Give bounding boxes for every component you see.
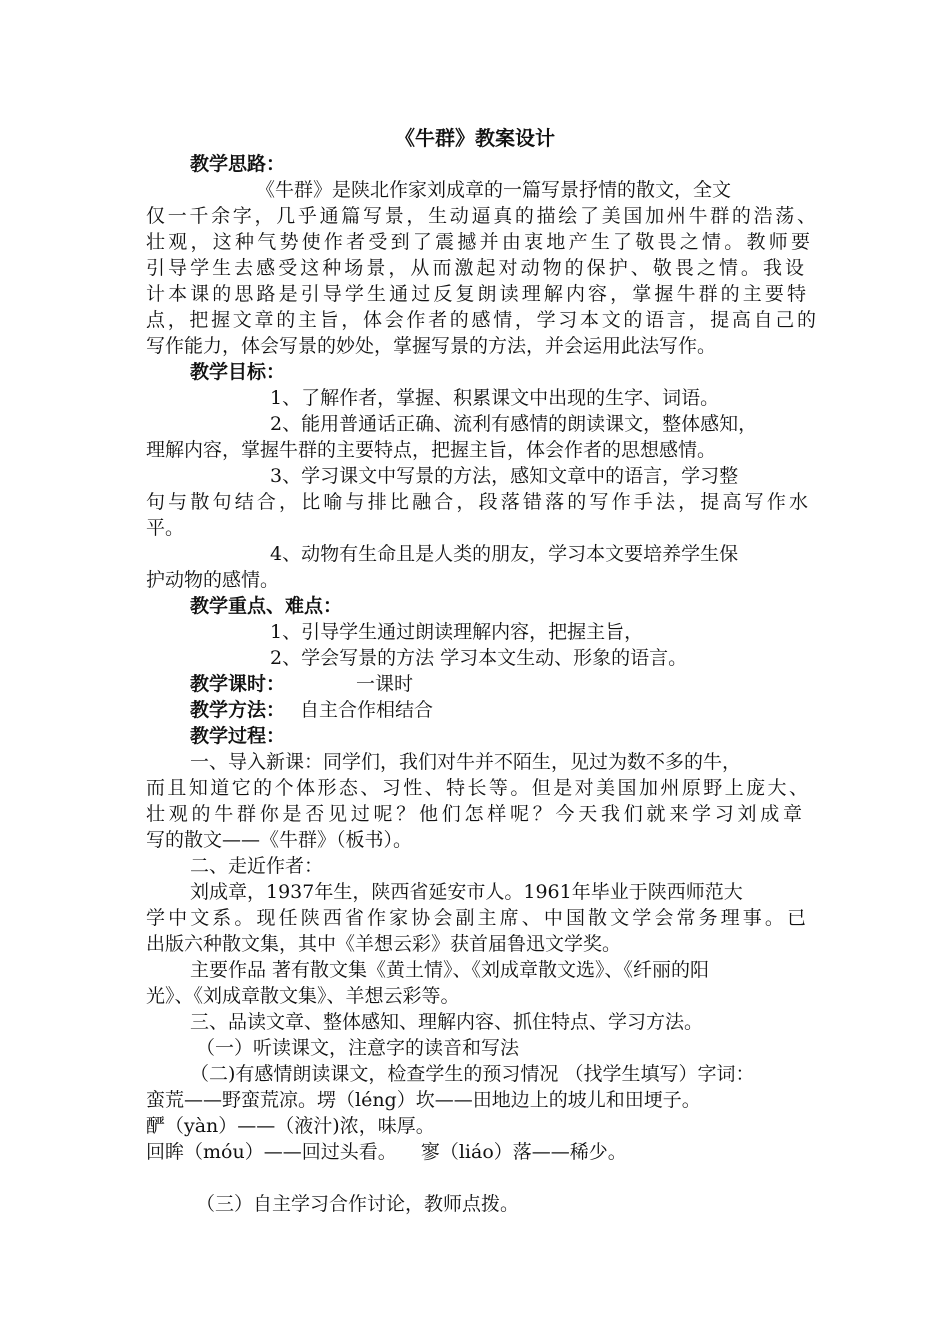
- hours-value: 一课时: [356, 673, 414, 695]
- process-line: 刘成章，1937年生，陕西省延安市人。1961年毕业于陕西师范大: [190, 881, 743, 903]
- objective-line: 句与散句结合，比喻与排比融合，段落错落的写作手法，提高写作水: [146, 491, 808, 513]
- thinking-line: 引导学生去感受这种场景，从而激起对动物的保护、敬畏之情。我设: [146, 257, 804, 279]
- key-point-line: 1、引导学生通过朗读理解内容，把握主旨，: [270, 621, 644, 643]
- objective-line: 理解内容，掌握牛群的主要特点，把握主旨，体会作者的思想感情。: [146, 439, 717, 461]
- vocab-line: 蛮荒——野蛮荒凉。塄（léng）坎——田地边上的坡儿和田埂子。: [146, 1089, 701, 1111]
- process-line: 写的散文——《牛群》（板书）。: [146, 829, 413, 851]
- thinking-line: 壮观，这种气势使作者受到了震撼并由衷地产生了敬畏之情。教师要: [146, 231, 810, 253]
- process-line: 壮观的牛群你是否见过呢？他们怎样呢？今天我们就来学习刘成章: [146, 803, 802, 825]
- objective-line: 护动物的感情。: [146, 569, 280, 591]
- process-heading: 教学过程：: [190, 725, 286, 747]
- document-title: 《牛群》教案设计: [395, 126, 555, 150]
- process-line: 一、导入新课：同学们，我们对牛并不陌生，见过为数不多的牛，: [190, 751, 742, 773]
- thinking-line: 点，把握文章的主旨，体会作者的感情，学习本文的语言，提高自己的: [146, 309, 816, 331]
- hours-label: 教学课时：: [190, 673, 286, 695]
- process-line: （二)有感情朗读课文，检查学生的预习情况 （找学生填写）字词：: [190, 1063, 755, 1085]
- objective-line: 4、动物有生命且是人类的朋友，学习本文要培养学生保: [270, 543, 739, 565]
- process-line: 出版六种散文集，其中《羊想云彩》获首届鲁迅文学奖。: [146, 933, 622, 955]
- vocab-line: 回眸（móu）——回过头看。 寥（liáo）落——稀少。: [146, 1141, 627, 1163]
- vocab-line: 酽（yàn）——（液汁)浓，味厚。: [146, 1115, 435, 1137]
- thinking-line: 计本课的思路是引导学生通过反复朗读理解内容，掌握牛群的主要特: [146, 283, 806, 305]
- method-value: 自主合作相结合: [300, 699, 434, 721]
- objective-line: 3、学习课文中写景的方法，感知文章中的语言，学习整: [270, 465, 739, 487]
- thinking-heading: 教学思路：: [190, 153, 286, 175]
- objective-line: 2、能用普通话正确、流利有感情的朗读课文，整体感知，: [270, 413, 758, 435]
- process-line: 光》、《刘成章散文集》、羊想云彩等。: [146, 985, 460, 1007]
- process-line: 而且知道它的个体形态、习性、特长等。但是对美国加州原野上庞大、: [146, 777, 808, 799]
- objectives-heading: 教学目标：: [190, 361, 286, 383]
- process-line: （三）自主学习合作讨论，教师点拨。: [196, 1193, 520, 1215]
- method-label: 教学方法：: [190, 699, 286, 721]
- thinking-line: 仅一千余字，几乎通篇写景，生动逼真的描绘了美国加州牛群的浩荡、: [146, 205, 816, 227]
- process-line: 二、走近作者：: [190, 855, 324, 877]
- process-line: 主要作品 著有散文集《黄土情》、《刘成章散文选》、《纤丽的阳: [190, 959, 710, 981]
- process-line: （一）听读课文，注意字的读音和写法: [196, 1037, 520, 1059]
- objective-line: 1、了解作者，掌握、积累课文中出现的生字、词语。: [270, 387, 720, 409]
- key-points-heading: 教学重点、难点：: [190, 595, 343, 617]
- thinking-line: 《牛群》是陕北作家刘成章的一篇写景抒情的散文，全文: [256, 179, 732, 201]
- objective-line: 平。: [146, 517, 185, 539]
- process-line: 三、品读文章、整体感知、理解内容、抓住特点、学习方法。: [190, 1011, 704, 1033]
- thinking-line: 写作能力，体会写景的妙处，掌握写景的方法，并会运用此法写作。: [146, 335, 717, 357]
- process-line: 学中文系。现任陕西省作家协会副主席、中国散文学会常务理事。已: [146, 907, 806, 929]
- key-point-line: 2、学会写景的方法 学习本文生动、形象的语言。: [270, 647, 688, 669]
